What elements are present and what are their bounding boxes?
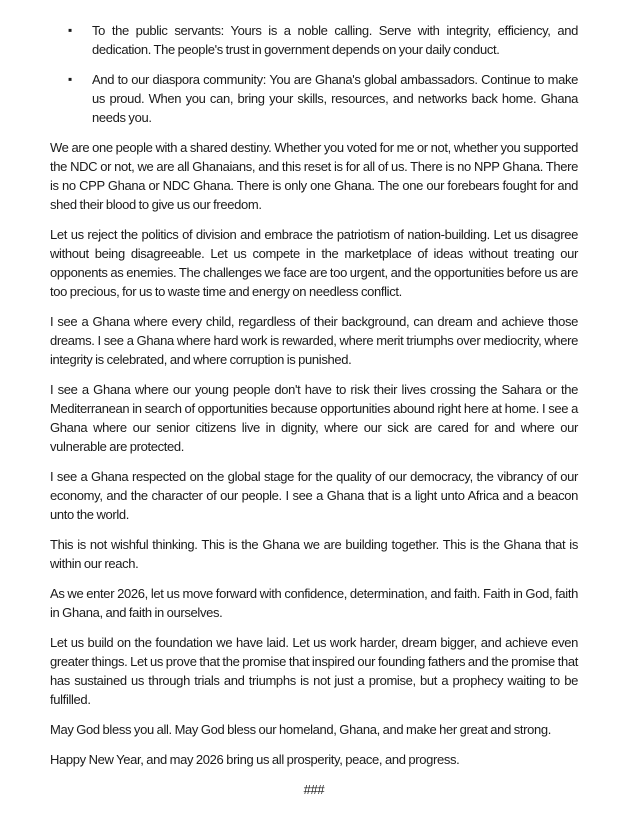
square-bullet-icon: ▪ [68,23,72,37]
list-item [68,70,578,127]
paragraph: Happy New Year, and may 2026 bring us all prosperity, peace, and progress. [50,752,460,767]
paragraph: I see a Ghana where our young people don't have to risk their lives crossing the Sahara or the Mediterranean in search of opportunities because opportunities abound right here at home. I see a Ghana where our senior citizens live in dignity, where our sick are cared for and where our vulnerable are protected. [50,382,578,454]
paragraph: May God bless you all. May God bless our homeland, Ghana, and make her great and strong. [50,722,551,737]
paragraph: I see a Ghana respected on the global stage for the quality of our democracy, the vibrancy of our economy, and the character of our people. I see a Ghana that is a light unto Africa and a beacon unto the world. [50,469,578,522]
bullet-item-text: And to our diaspora community: You are Ghana's global ambassadors. Continue to make us proud. When you can, bring your skills, resources, and networks back home. Ghana needs you. [92,72,578,125]
list-item [68,21,578,59]
bullet-list [68,21,578,127]
paragraph: Let us build on the foundation we have laid. Let us work harder, dream bigger, and achieve even greater things. Let us prove that the promise that inspired our founding fathers and the promise that has sustained us through trials and triumphs is not just a promise, but a prophecy waiting to be fulfilled. [50,635,578,707]
paragraph: We are one people with a shared destiny. Whether you voted for me or not, whether you supported the NDC or not, we are all Ghanaians, and this reset is for all of us. There is no NPP Ghana. There is no CPP Ghana or NDC Ghana. There is only one Ghana. The one our forebears fought for and shed their blood to give us our freedom. [50,140,578,212]
paragraph: I see a Ghana where every child, regardless of their background, can dream and achieve those dreams. I see a Ghana where hard work is rewarded, where merit triumphs over mediocrity, where integrity is celebrated, and where corruption is punished. [50,314,578,367]
square-bullet-icon: ▪ [68,72,72,86]
bullet-item-text: To the public servants: Yours is a noble calling. Serve with integrity, efficiency, and dedication. The people's trust in government depends on your daily conduct. [92,23,578,57]
paragraph: Let us reject the politics of division and embrace the patriotism of nation-building. Let us disagree without being disagreeable. Let us compete in the marketplace of ideas without treating our opponents as enemies. The challenges we face are too urgent, and the opportunities before us are too precious, for us to waste time and energy on needless conflict. [50,227,578,299]
document-end-marker: ### [303,782,325,797]
paragraph: This is not wishful thinking. This is the Ghana we are building together. This is the Ghana that is within our reach. [50,537,578,571]
paragraph: As we enter 2026, let us move forward with confidence, determination, and faith. Faith in God, faith in Ghana, and faith in ourselves. [50,586,578,620]
